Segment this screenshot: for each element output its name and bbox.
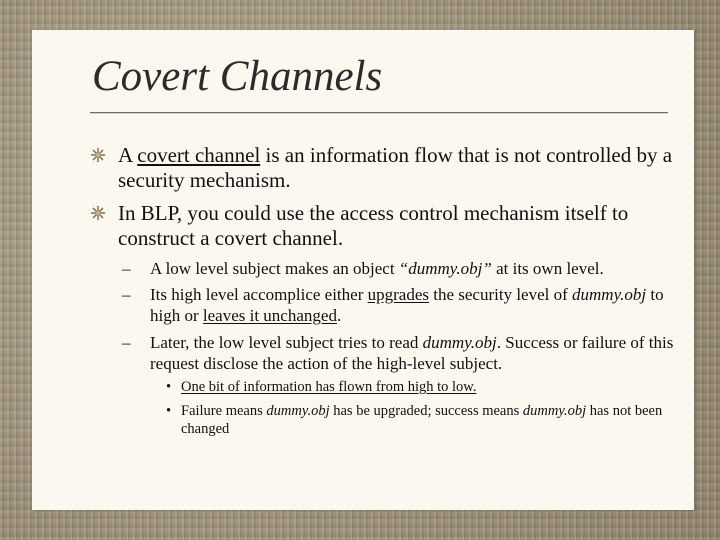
sub-bullet-3: – Later, the low level subject tries to read dummy.obj. Success or failure of this request disclose the action of the high-level subject. bbox=[122, 333, 674, 373]
dot-marker: • bbox=[166, 403, 172, 419]
dash-marker: – bbox=[122, 333, 131, 352]
bullet-1-text: A covert channel is an information flow that is not controlled by a security mechanism. bbox=[118, 143, 673, 192]
bullet-2 bbox=[118, 201, 688, 251]
bullet-2-text: In BLP, you could use the access control mechanism itself to construct a covert channel. bbox=[118, 201, 629, 250]
sub-bullet-1: – A low level subject makes an object “dummy.obj” at its own level. bbox=[122, 259, 604, 278]
covert-channel-term: covert channel bbox=[137, 143, 261, 167]
slide-title: Covert Channels bbox=[92, 53, 383, 100]
tan-asterisk-icon bbox=[90, 147, 106, 163]
sub-sub-bullet-2: • Failure means dummy.obj has be upgraded; success means dummy.obj has not been changed bbox=[166, 403, 663, 437]
sub-sub-bullet-1: • One bit of information has flown from high to low. bbox=[166, 379, 477, 395]
sub-bullet-2: – Its high level accomplice either upgrades the security level of dummy.obj to high or leaves it unchanged. bbox=[122, 285, 664, 325]
dash-marker: – bbox=[122, 285, 131, 304]
dash-marker: – bbox=[122, 259, 131, 278]
bullet-1 bbox=[118, 143, 688, 193]
tan-asterisk-icon bbox=[90, 205, 106, 221]
dot-marker: • bbox=[166, 379, 172, 395]
